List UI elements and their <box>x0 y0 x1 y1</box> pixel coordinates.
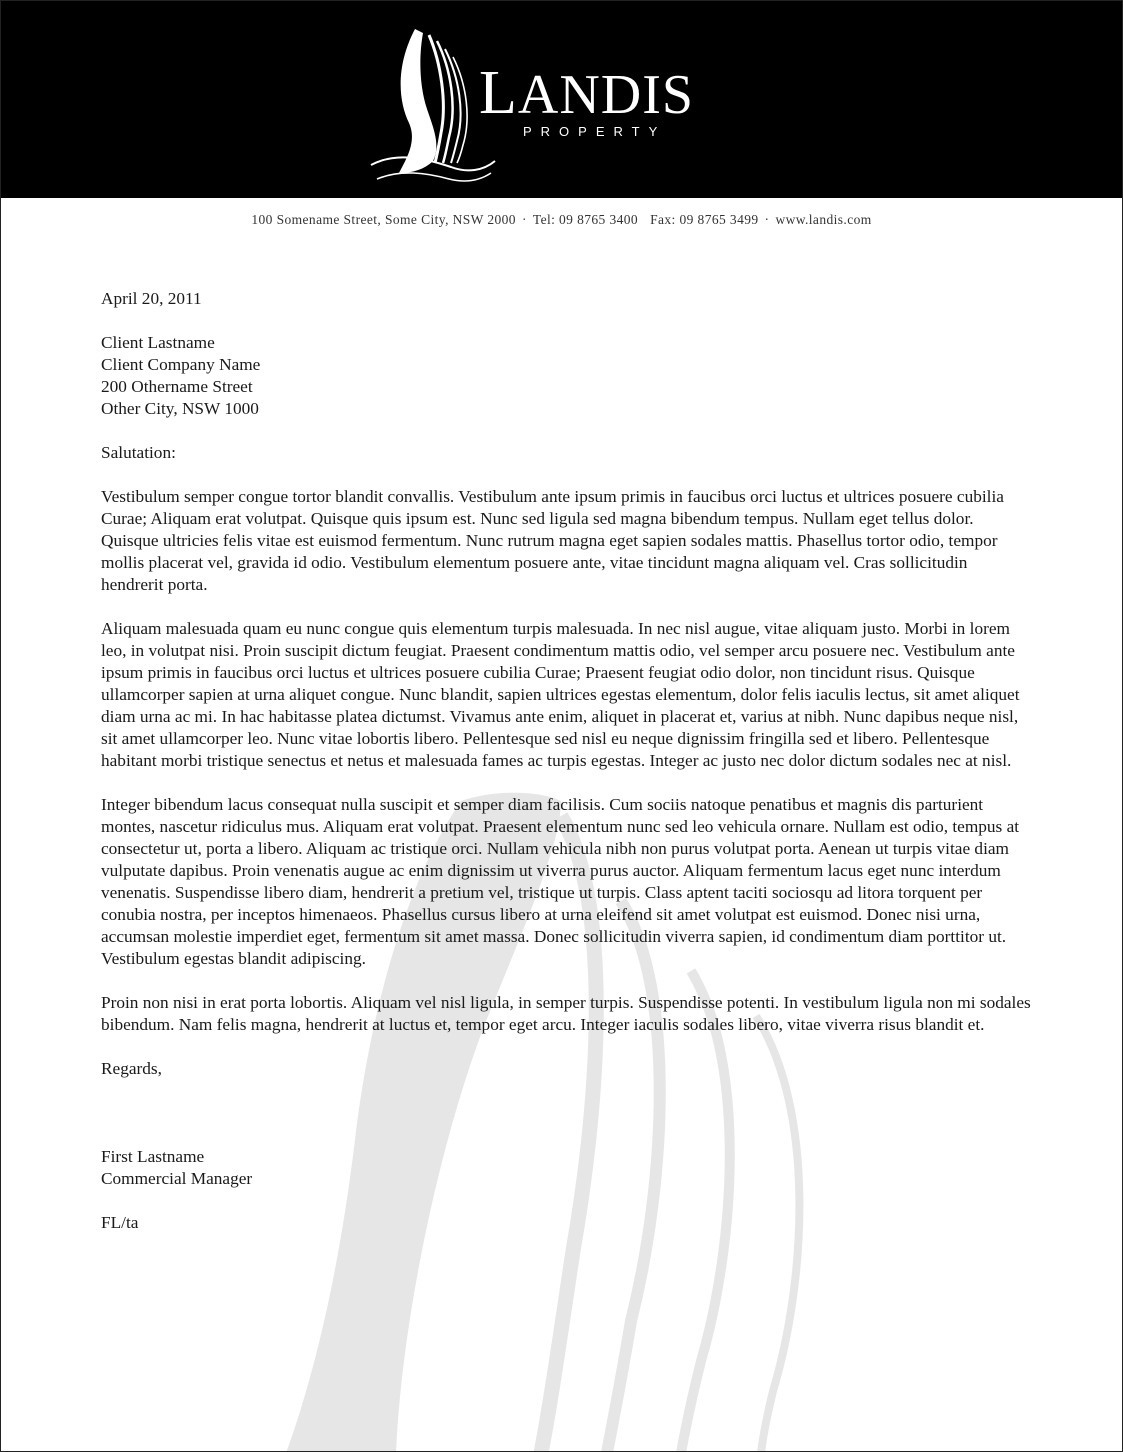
salutation: Salutation: <box>101 443 176 462</box>
brand-subtitle: PROPERTY <box>523 124 667 139</box>
contact-web: www.landis.com <box>775 212 872 227</box>
brand-wordmark: LANDIS <box>479 59 694 127</box>
paragraph-4: Proin non nisi in erat porta lobortis. Aliquam vel nisl ligula, in semper turpis. Suspendisse potenti. In vestibulum ligula non mi sodales bibendum. Nam felis magna, hendrerit at luctus et, tempor eget arcu. Integer iaculis sodales libero, vitae viverra risus blandit et. <box>101 993 1031 1034</box>
contact-fax: Fax: 09 8765 3499 <box>650 212 759 227</box>
contact-address: 100 Somename Street, Some City, NSW 2000 <box>251 212 516 227</box>
recipient-line: 200 Othername Street <box>101 377 253 396</box>
header-band <box>1 1 1122 198</box>
separator-dot: · <box>521 212 527 227</box>
paragraph-1: Vestibulum semper congue tortor blandit convallis. Vestibulum ante ipsum primis in faucibus orci luctus et ultrices posuere cubilia Curae; Aliquam erat volutpat. Quisque quis ipsum est. Nunc sed ligula sed magna bibendum tempus. Nullam eget tellus dolor. Quisque ultricies felis vitae est euismod fermentum. Nunc rutrum magna eget sapien sodales mattis. Phasellus tortor odio, tempor mollis placerat vel, gravida id odio. Vestibulum elementum posuere ante, vitae tincidunt magna aliquam vel. Cras sollicitudin hendrerit porta. <box>101 487 1004 594</box>
recipient-line: Client Lastname <box>101 333 215 352</box>
signature-space <box>101 1080 1031 1146</box>
letter-body <box>101 288 1031 1256</box>
paragraph-3: Integer bibendum lacus consequat nulla suscipit et semper diam facilisis. Cum sociis natoque penatibus et magnis dis parturient montes, nascetur ridiculus mus. Aliquam erat volutpat. Praesent elementum nunc sed leo vehicula ornare. Nullam est odio, tempus at consectetur ut, porta a libero. Aliquam ac tristique orci. Nullam vehicula nibh non purus volutpat porta. Aenean ut turpis vitae diam vulputate dapibus. Proin venenatis augue ac enim dignissim ut viverra purus auctor. Aliquam fermentum lacus eget nunc interdum venenatis. Suspendisse libero diam, hendrerit a pretium vel, tristique ut turpis. Class aptent taciti sociosqu ad litora torquent per conubia nostra, per inceptos himenaeos. Phasellus cursus libero at urna eleifend sit amet volutpat est euismod. Donec nisi urna, accumsan molestie imperdiet eget, fermentum sit amet massa. Donec sollicitudin viverra sapien, id condimentum diam porttitor ut. Vestibulum egestas blandit adipiscing. <box>101 795 1020 968</box>
contact-line <box>1 212 1122 228</box>
recipient-address <box>101 332 1031 420</box>
reference-initials: FL/ta <box>101 1213 139 1232</box>
letter-date: April 20, 2011 <box>101 289 202 308</box>
contact-tel: Tel: 09 8765 3400 <box>532 212 639 227</box>
signer-title: Commercial Manager <box>101 1169 253 1188</box>
separator-dot: · <box>764 212 770 227</box>
paragraph-2: Aliquam malesuada quam eu nunc congue quis elementum turpis malesuada. In nec nisl augue, vitae aliquam justo. Morbi in lorem leo, in volutpat nisi. Proin suscipit dictum feugiat. Praesent condimentum mattis odio, vel semper arcu posuere nec. Vestibulum ante ipsum primis in faucibus orci luctus et ultrices posuere cubilia Curae; Praesent feugiat odio dolor, non tincidunt risus. Quisque ullamcorper sapien at urna aliquet congue. Nunc blandit, sapien ultrices egestas elementum, dolor felis iaculis lectus, sit amet aliquet diam urna ac mi. In hac habitasse platea dictumst. Vivamus ante enim, aliquet in placerat et, varius at nibh. Nunc dapibus neque nisl, sit amet ullamcorper leo. Nunc vitae lobortis libero. Pellentesque sed nisl eu neque dignissim fringilla sed et libero. Pellentesque habitant morbi tristique senectus et netus et malesuada fames ac turpis egestas. Integer ac justo nec dolor dictum sodales nec at nisl. <box>101 619 1020 770</box>
closing: Regards, <box>101 1059 162 1078</box>
recipient-line: Other City, NSW 1000 <box>101 399 259 418</box>
signature-block <box>101 1146 1031 1190</box>
recipient-line: Client Company Name <box>101 355 261 374</box>
signer-name: First Lastname <box>101 1147 205 1166</box>
